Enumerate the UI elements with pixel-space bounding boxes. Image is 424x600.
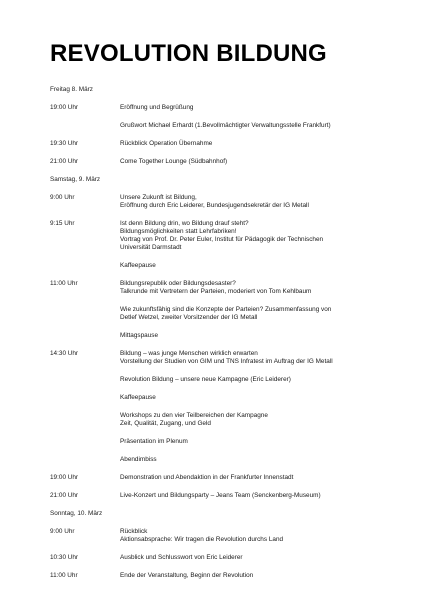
entry-description: [120, 492, 390, 500]
entry-time: [50, 412, 120, 428]
entry-time: [50, 394, 120, 402]
day-heading: Freitag 8. März: [50, 86, 93, 93]
entry-line: Workshops zu den vier Teilbereichen der Kampagne: [120, 412, 268, 419]
document-title: REVOLUTION BILDUNG: [50, 40, 327, 67]
entry-time: 9:00 Uhr: [50, 194, 75, 201]
entry-description: [120, 220, 390, 252]
schedule-entry: [50, 394, 390, 402]
entry-line: Ist denn Bildung drin, wo Bildung drauf steht?: [120, 220, 249, 227]
entry-time: 11:00 Uhr: [50, 280, 78, 287]
schedule-entry: [50, 140, 390, 148]
entry-description: [120, 262, 390, 270]
entry-line: Vortrag von Prof. Dr. Peter Euler, Institut für Pädagogik der Technischen: [120, 236, 324, 243]
schedule-entry: [50, 194, 390, 210]
entry-description: [120, 438, 390, 446]
entry-time: [50, 262, 120, 270]
entry-description: [120, 122, 390, 130]
entry-description: [120, 554, 390, 562]
entry-description: [120, 140, 390, 148]
entry-line: Live-Konzert und Bildungsparty – Jeans Team (Senckenberg-Museum): [120, 492, 321, 499]
entry-line: Revolution Bildung – unsere neue Kampagne (Eric Leiderer): [120, 376, 291, 383]
day-heading: Samstag, 9. März: [50, 176, 101, 183]
schedule-entry: [50, 220, 390, 252]
entry-description: [120, 528, 390, 544]
schedule-entry: [50, 474, 390, 482]
entry-line: Kaffeepause: [120, 262, 156, 269]
schedule-entry: [50, 492, 390, 500]
entry-line: Bildungsrepublik oder Bildungsdesaster?: [120, 280, 236, 287]
entry-line: Ausblick und Schlusswort von Eric Leiderer: [120, 554, 243, 561]
schedule-entry: [50, 158, 390, 166]
entry-line: Kaffeepause: [120, 394, 156, 401]
entry-description: [120, 456, 390, 464]
schedule-entry: [50, 456, 390, 464]
entry-line: Grußwort Michael Erhardt (1.Bevollmächtigter Verwaltungsstelle Frankfurt): [120, 122, 331, 129]
entry-time: 19:30 Uhr: [50, 140, 79, 147]
entry-description: [120, 376, 390, 384]
schedule-entry: [50, 306, 390, 322]
schedule-entry: [50, 528, 390, 544]
entry-line: Eröffnung durch Eric Leiderer, Bundesjugendsekretär der IG Metall: [120, 202, 309, 209]
entry-time: [50, 376, 120, 384]
entry-description: [120, 194, 390, 210]
entry-time: 19:00 Uhr: [50, 104, 79, 111]
entry-line: Unsere Zukunft ist Bildung,: [120, 194, 197, 201]
entry-line: Vorstellung der Studien von GIM und TNS Infratest im Auftrag der IG Metall: [120, 358, 333, 365]
entry-description: [120, 332, 390, 340]
schedule-entry: [50, 262, 390, 270]
entry-line: Universität Darmstadt: [120, 244, 182, 251]
entry-description: [120, 280, 390, 296]
entry-description: [120, 474, 390, 482]
entry-time: [50, 306, 120, 322]
schedule-entry: [50, 554, 390, 562]
entry-line: Demonstration und Abendaktion in der Frankfurter Innenstadt: [120, 474, 294, 481]
entry-line: Rückblick: [120, 528, 148, 535]
schedule-entry: [50, 438, 390, 446]
entry-time: [50, 456, 120, 464]
entry-line: Ende der Veranstaltung, Beginn der Revolution: [120, 572, 254, 579]
entry-line: Detlef Wetzel, zweiter Vorsitzender der IG Metall: [120, 314, 258, 321]
entry-line: Eröffnung und Begrüßung: [120, 104, 194, 111]
entry-line: Rückblick Operation Übernahme: [120, 140, 213, 147]
entry-time: [50, 332, 120, 340]
entry-time: [50, 122, 120, 130]
entry-time: 21:00 Uhr: [50, 158, 79, 165]
entry-time: 9:15 Uhr: [50, 220, 75, 227]
entry-time: [50, 438, 120, 446]
entry-time: 10:30 Uhr: [50, 554, 79, 561]
entry-time: 19:00 Uhr: [50, 474, 79, 481]
entry-line: Come Together Lounge (Südbahnhof): [120, 158, 228, 165]
entry-line: Aktionsabsprache: Wir tragen die Revolution durchs Land: [120, 536, 284, 543]
entry-description: [120, 306, 390, 322]
entry-line: Talkrunde mit Vertretern der Parteien, moderiert von Tom Kehlbaum: [120, 288, 312, 295]
schedule-entry: [50, 332, 390, 340]
entry-line: Bildungsmöglichkeiten statt Lehrfabriken!: [120, 228, 237, 235]
entry-description: [120, 394, 390, 402]
schedule-entry: [50, 572, 390, 580]
entry-time: 11:00 Uhr: [50, 572, 78, 579]
schedule: [50, 86, 390, 590]
schedule-entry: [50, 122, 390, 130]
entry-line: Mittagspause: [120, 332, 159, 339]
entry-line: Wie zukunftsfähig sind die Konzepte der Parteien? Zusammenfassung von: [120, 306, 332, 313]
schedule-entry: [50, 412, 390, 428]
schedule-entry: [50, 376, 390, 384]
schedule-entry: [50, 280, 390, 296]
schedule-entry: [50, 350, 390, 366]
entry-line: Abendimbiss: [120, 456, 157, 463]
entry-description: [120, 104, 390, 112]
entry-description: [120, 412, 390, 428]
schedule-entry: [50, 104, 390, 112]
entry-time: 21:00 Uhr: [50, 492, 79, 499]
entry-time: 9:00 Uhr: [50, 528, 75, 535]
entry-line: Zeit, Qualität, Zugang, und Geld: [120, 420, 211, 427]
day-heading: Sonntag, 10. März: [50, 510, 103, 517]
entry-line: Präsentation im Plenum: [120, 438, 188, 445]
entry-description: [120, 158, 390, 166]
entry-time: 14:30 Uhr: [50, 350, 79, 357]
entry-description: [120, 572, 390, 580]
entry-line: Bildung – was junge Menschen wirklich erwarten: [120, 350, 258, 357]
entry-description: [120, 350, 390, 366]
